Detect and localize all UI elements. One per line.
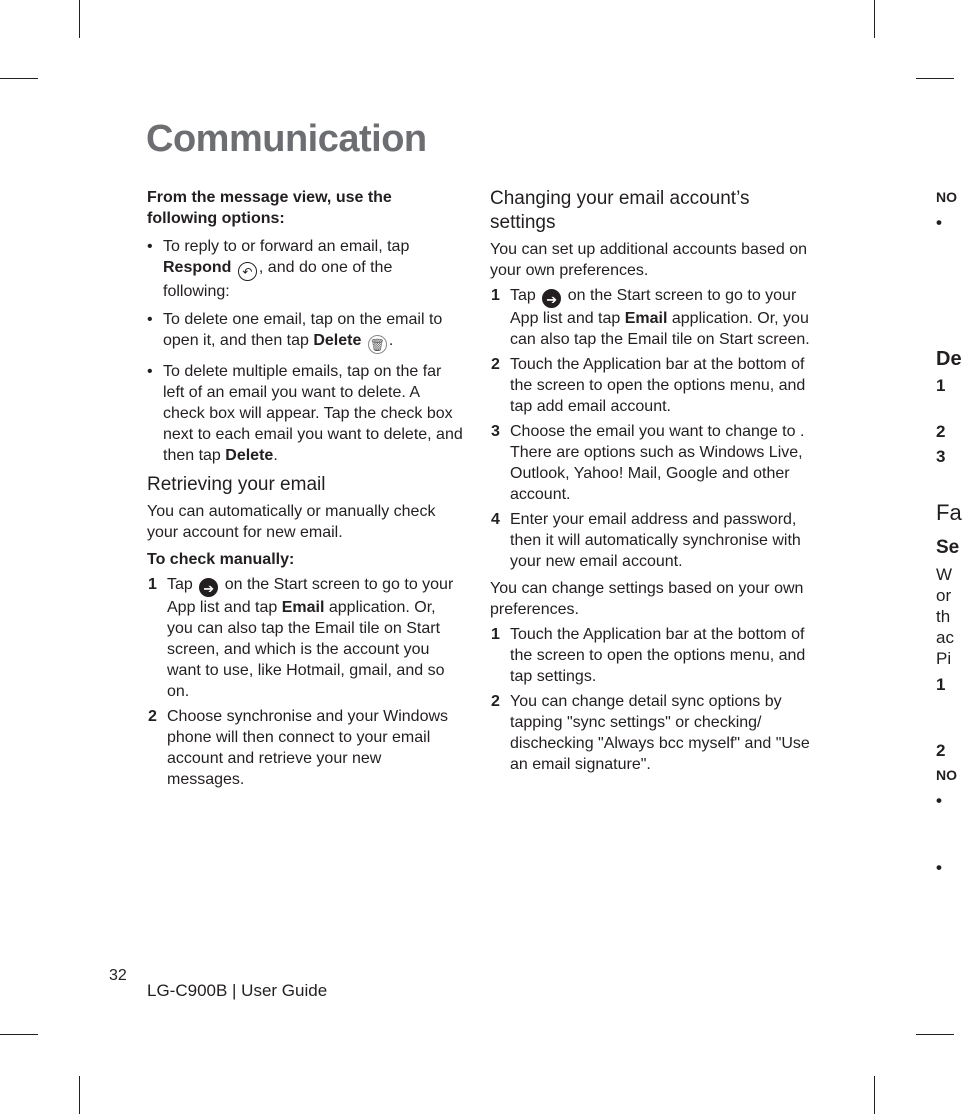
list-item bbox=[490, 624, 810, 687]
text-fragment: Fa bbox=[936, 500, 962, 525]
section-heading-retrieving: Retrieving your email bbox=[147, 474, 326, 495]
message-options-list bbox=[147, 236, 463, 466]
bullet-text: To delete multiple emails, tap on the far left of an email you want to delete. A check box will appear. Tap the check box next to each email you want to delete, and then tap bbox=[163, 363, 463, 464]
step-text: on the Start screen to go to your App list and tap bbox=[167, 576, 454, 616]
settings-intro: You can set up additional accounts based on your own preferences. bbox=[490, 241, 807, 279]
bullet-text: , and do one of the following: bbox=[163, 259, 393, 300]
step-text: Enter your email address and password, then it will automatically synchronise with your new email account. bbox=[510, 511, 801, 570]
crop-mark bbox=[79, 0, 80, 38]
step-number: 2 bbox=[491, 356, 500, 373]
footer-text: LG-C900B | User Guide bbox=[147, 981, 328, 1000]
crop-mark bbox=[874, 0, 875, 38]
bullet-text: . bbox=[388, 332, 394, 349]
bullet-text: . bbox=[273, 447, 278, 464]
list-item bbox=[147, 706, 463, 790]
email-label: Email bbox=[281, 599, 325, 616]
settings-steps-list bbox=[490, 285, 810, 572]
list-item bbox=[490, 421, 810, 505]
list-item bbox=[490, 691, 810, 775]
bullet: • bbox=[147, 311, 153, 328]
text-fragment: or bbox=[936, 586, 952, 605]
step-text: Choose the email you want to change to . There are options such as Windows Live, Outlook, Yahoo! Mail, Google and other account. bbox=[510, 423, 805, 503]
column-left bbox=[147, 187, 463, 796]
text-fragment: ac bbox=[936, 628, 954, 647]
step-text: application. Or, you can also tap the Email tile on Start screen, and which is the account you want to use, like Hotmail, gmail, and so on. bbox=[167, 599, 445, 700]
text-fragment: 2 bbox=[936, 741, 946, 760]
bullet: • bbox=[147, 363, 153, 380]
text-fragment: 1 bbox=[936, 675, 946, 694]
text-fragment: Se bbox=[936, 537, 960, 558]
list-item bbox=[490, 354, 810, 417]
text-fragment: NO bbox=[936, 189, 957, 205]
check-manually-heading: To check manually: bbox=[147, 551, 295, 568]
delete-icon: 🗑 bbox=[368, 335, 387, 354]
email-label: Email bbox=[624, 310, 668, 327]
start-arrow-icon: ➔ bbox=[542, 289, 561, 308]
step-text: Tap bbox=[510, 287, 536, 304]
list-item bbox=[147, 309, 463, 354]
crop-mark bbox=[0, 1034, 38, 1035]
crop-mark bbox=[916, 78, 954, 79]
list-item bbox=[490, 285, 810, 350]
text-fragment: De bbox=[936, 348, 962, 370]
check-steps-list bbox=[147, 574, 463, 790]
text-fragment: W bbox=[936, 565, 953, 584]
crop-mark bbox=[916, 1034, 954, 1035]
step-number: 2 bbox=[491, 693, 500, 710]
step-number: 1 bbox=[491, 626, 500, 643]
text-fragment: th bbox=[936, 607, 951, 626]
page-title: Communication bbox=[146, 118, 427, 160]
list-item bbox=[147, 574, 463, 702]
start-arrow-icon: ➔ bbox=[199, 578, 218, 597]
bullet-text: To delete one email, tap on the email to open it, and then tap bbox=[163, 311, 443, 349]
text-fragment: 2 bbox=[936, 422, 946, 441]
retrieving-text: You can automatically or manually check your account for new email. bbox=[147, 503, 436, 541]
crop-mark bbox=[874, 1076, 875, 1114]
step-number: 1 bbox=[491, 287, 500, 304]
respond-label: Respond bbox=[163, 259, 232, 276]
text-fragment: • bbox=[936, 791, 942, 810]
text-fragment: 1 bbox=[936, 376, 946, 395]
text-fragment: • bbox=[936, 213, 942, 232]
delete-label: Delete bbox=[225, 447, 274, 464]
list-item bbox=[490, 509, 810, 572]
step-text: Tap bbox=[167, 576, 193, 593]
step-number: 3 bbox=[491, 423, 500, 440]
step-number: 2 bbox=[148, 708, 157, 725]
step-text: Choose synchronise and your Windows phone will then connect to your email account and retrieve your new messages. bbox=[167, 708, 449, 788]
settings-intro-2: You can change settings based on your own preferences. bbox=[490, 580, 804, 618]
respond-icon: ↶ bbox=[238, 262, 257, 281]
section-heading-settings: Changing your email account’s settings bbox=[490, 188, 750, 233]
step-number: 4 bbox=[491, 511, 500, 528]
list-item bbox=[147, 236, 463, 302]
step-text: You can change detail sync options by tapping "sync settings" or checking/ dischecking "Always bcc myself" and "Use an email signature". bbox=[510, 693, 810, 773]
column-middle bbox=[490, 187, 810, 781]
crop-mark bbox=[79, 1076, 80, 1114]
text-fragment: Pi bbox=[936, 649, 952, 668]
message-view-lead: From the message view, use the following options: bbox=[147, 189, 392, 227]
page-number: 32 bbox=[109, 967, 127, 984]
crop-mark bbox=[0, 78, 38, 79]
bullet: • bbox=[147, 238, 153, 255]
step-text: Touch the Application bar at the bottom of the screen to open the options menu, and tap add email account. bbox=[510, 356, 806, 415]
text-fragment: • bbox=[936, 858, 942, 877]
text-fragment: 3 bbox=[936, 447, 946, 466]
delete-label: Delete bbox=[313, 332, 362, 349]
step-text: Touch the Application bar at the bottom of the screen to open the options menu, and tap settings. bbox=[510, 626, 806, 685]
text-fragment: NO bbox=[936, 767, 957, 783]
settings-steps-list-2 bbox=[490, 624, 810, 775]
list-item bbox=[147, 361, 463, 466]
step-number: 1 bbox=[148, 576, 157, 593]
step-text: application. Or, you can also tap the Email tile on Start screen. bbox=[510, 310, 810, 348]
step-text: on the Start screen to go to your App list and tap bbox=[510, 287, 797, 327]
bullet-text: To reply to or forward an email, tap bbox=[163, 238, 410, 255]
